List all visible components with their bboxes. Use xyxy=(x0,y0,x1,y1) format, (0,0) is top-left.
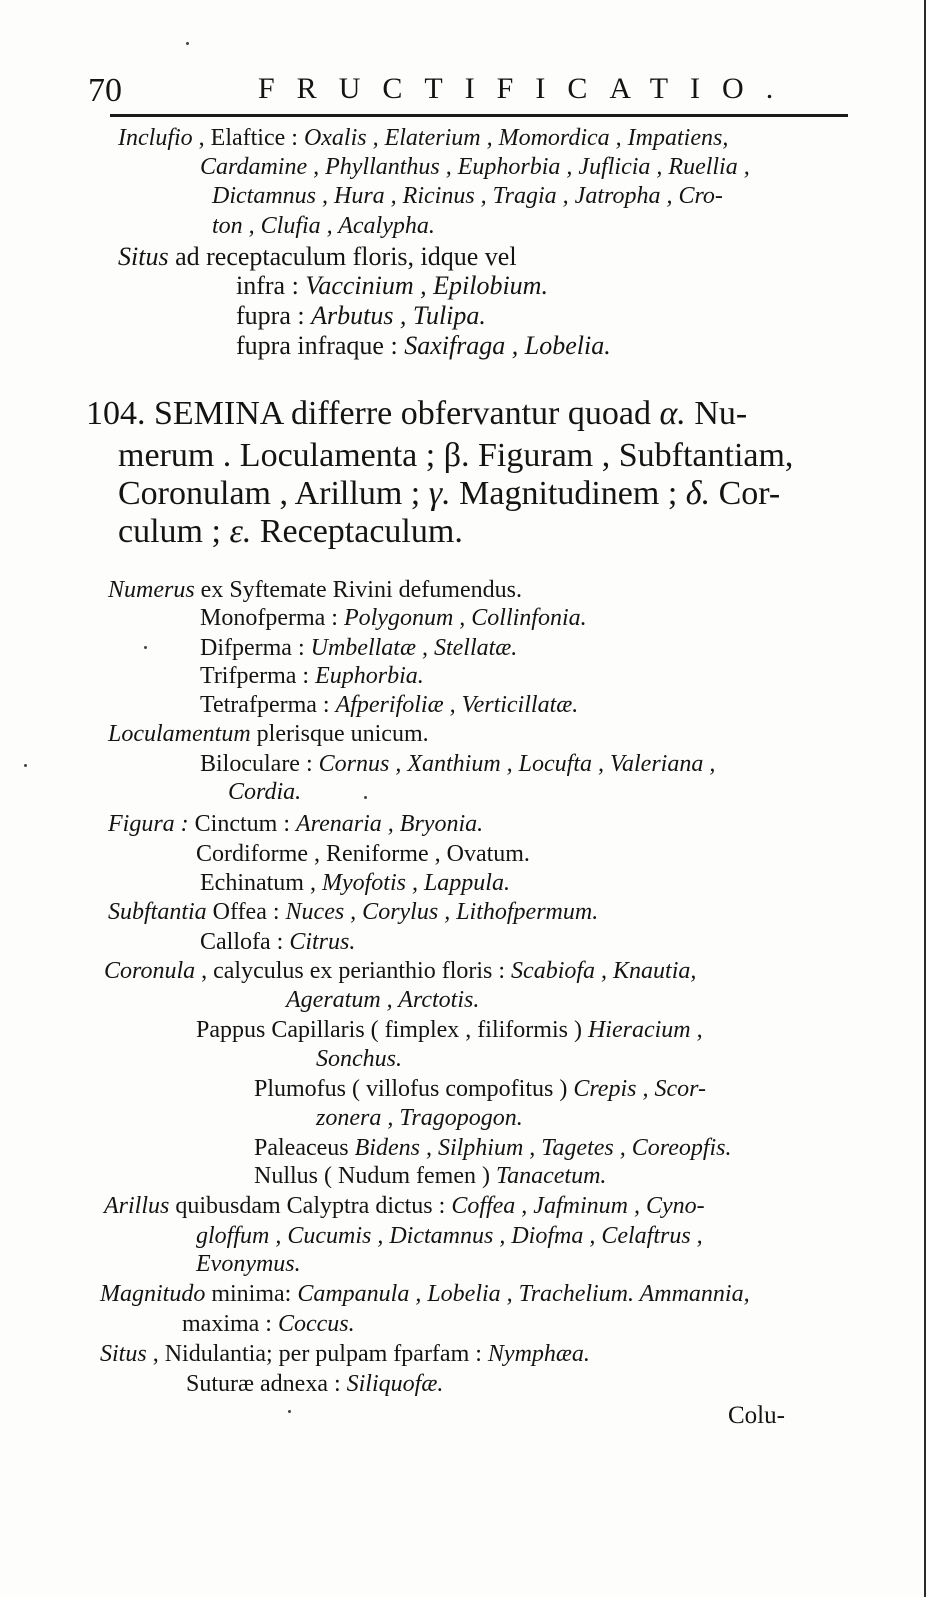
italic-segment: Coffea , Jafminum , Cyno- xyxy=(451,1193,705,1219)
text-line xyxy=(254,1075,706,1103)
italic-segment: α. xyxy=(659,395,686,432)
roman-segment: Magnitudinem ; xyxy=(450,475,686,512)
italic-segment: Sonchus. xyxy=(316,1046,402,1072)
text-line xyxy=(118,436,793,476)
italic-segment: Coronula xyxy=(104,958,196,984)
text-line xyxy=(182,1310,355,1338)
text-line xyxy=(108,576,522,604)
roman-segment: , Elaftice : xyxy=(192,125,304,151)
roman-segment: Nullus ( Nudum femen ) xyxy=(254,1163,496,1189)
text-line xyxy=(200,869,510,897)
roman-segment: Biloculare : xyxy=(200,751,319,777)
text-line xyxy=(100,1340,590,1368)
roman-segment: fupra : xyxy=(236,301,312,330)
italic-segment: ton , Clufia , Acalypha. xyxy=(212,213,435,239)
italic-segment: Loculamentum xyxy=(108,721,251,747)
italic-segment: Coccus. xyxy=(277,1311,355,1337)
text-line xyxy=(200,750,715,778)
text-line xyxy=(200,662,424,690)
text-line xyxy=(200,604,587,632)
italic-segment: Campanula , Lobelia , Trachelium. Ammannia, xyxy=(297,1281,750,1307)
page-number: 70 xyxy=(88,72,122,109)
italic-segment: gloffum , Cucumis , Dictamnus , Diofma , Celaftrus , xyxy=(196,1223,703,1249)
italic-segment: Saxifraga , Lobelia. xyxy=(404,331,611,360)
italic-segment: Hieracium , xyxy=(587,1017,703,1043)
text-line xyxy=(196,840,530,868)
text-line xyxy=(118,474,780,514)
text-line xyxy=(108,720,429,748)
italic-segment: Euphorbia. xyxy=(315,663,424,689)
ink-speck xyxy=(364,796,367,799)
italic-segment: Oxalis , Elaterium , Momordica , Impatiens, xyxy=(303,125,729,151)
roman-segment: Callofa : xyxy=(200,929,290,955)
text-line xyxy=(118,512,463,552)
roman-segment: Paleaceus xyxy=(254,1135,355,1161)
text-line xyxy=(254,1162,606,1190)
text-line xyxy=(196,1016,703,1044)
italic-segment: Citrus. xyxy=(289,929,356,955)
roman-segment: plerisque unicum. xyxy=(250,721,429,747)
text-line xyxy=(212,182,723,210)
roman-segment: Suturæ adnexa : xyxy=(186,1371,347,1397)
italic-segment: Situs xyxy=(118,242,169,271)
text-line xyxy=(200,634,517,662)
italic-segment: Siliquofæ. xyxy=(346,1371,444,1397)
roman-segment: Trifperma : xyxy=(200,663,316,689)
italic-segment: Cornus , Xanthium , Locufta , Valeriana , xyxy=(318,751,716,777)
italic-segment: Arillus xyxy=(104,1193,170,1219)
text-line xyxy=(236,272,548,300)
italic-segment: Umbellatæ , Stellatæ. xyxy=(310,635,518,661)
italic-segment: Situs xyxy=(100,1341,147,1367)
roman-segment: Plumofus ( villofus compofitus ) xyxy=(254,1076,574,1102)
italic-segment: Subftantia xyxy=(108,899,207,925)
italic-segment: zonera , Tragopogon. xyxy=(316,1105,523,1131)
roman-segment: , Nidulantia; per pulpam fparfam : xyxy=(146,1341,488,1367)
italic-segment: Ageratum , Arctotis. xyxy=(286,987,480,1013)
text-line xyxy=(108,810,483,838)
text-line xyxy=(200,153,750,181)
italic-segment: Afperifoliæ , Verticillatæ. xyxy=(335,692,579,718)
text-line xyxy=(228,778,301,806)
italic-segment: γ. xyxy=(428,475,451,512)
roman-segment: ex Syftemate Rivini defumendus. xyxy=(194,577,522,603)
text-line xyxy=(104,957,696,985)
text-line xyxy=(196,1222,703,1250)
ink-speck xyxy=(186,42,189,45)
text-line xyxy=(236,332,611,360)
roman-segment: minima: xyxy=(205,1281,298,1307)
ink-speck xyxy=(288,1410,291,1413)
text-line xyxy=(118,243,517,271)
roman-segment: 104. SEMINA differre obfervantur quoad xyxy=(86,395,660,432)
italic-segment: Bidens , Silphium , Tagetes , Coreopfis. xyxy=(354,1135,732,1161)
italic-segment: Myofotis , Lappula. xyxy=(321,870,510,896)
italic-segment: Magnitudo xyxy=(100,1281,206,1307)
italic-segment: Cordia. xyxy=(228,779,302,805)
text-line xyxy=(200,691,578,719)
text-line xyxy=(118,124,728,152)
text-line xyxy=(200,928,355,956)
italic-segment: δ. xyxy=(685,475,711,512)
italic-segment: Dictamnus , Hura , Ricinus , Tragia , Jatropha , Cro- xyxy=(212,183,723,209)
roman-segment: Tetrafperma : xyxy=(200,692,336,718)
roman-segment: Monofperma : xyxy=(200,605,344,631)
italic-segment: ε. xyxy=(229,513,252,550)
text-line xyxy=(286,986,479,1014)
italic-segment: Vaccinium , Epilobium. xyxy=(305,271,548,300)
ink-speck xyxy=(24,764,27,767)
roman-segment: infra : xyxy=(236,271,306,300)
text-line xyxy=(254,1134,732,1162)
roman-segment: Nu- xyxy=(685,395,748,432)
italic-segment: Cardamine , Phyllanthus , Euphorbia , Juflicia , Ruellia , xyxy=(200,154,750,180)
roman-segment: Cor- xyxy=(710,475,781,512)
text-line xyxy=(108,898,598,926)
text-line xyxy=(86,394,747,434)
text-line xyxy=(212,212,435,240)
roman-segment: maxima : xyxy=(182,1311,278,1337)
roman-segment: , calyculus ex perianthio floris : xyxy=(195,958,512,984)
running-head: FRUCTIFICATIO. xyxy=(258,72,796,105)
roman-segment: Pappus Capillaris ( fimplex , filiformis ) xyxy=(196,1017,588,1043)
text-line xyxy=(316,1045,402,1073)
page-header xyxy=(88,68,846,114)
roman-segment: quibusdam Calyptra dictus : xyxy=(169,1193,452,1219)
text-line xyxy=(104,1192,705,1220)
page-edge-shadow xyxy=(924,0,926,1597)
roman-segment: Offea : xyxy=(206,899,286,925)
catchword: Colu- xyxy=(728,1402,785,1429)
italic-segment: Crepis , Scor- xyxy=(573,1076,706,1102)
italic-segment: Tanacetum. xyxy=(495,1163,607,1189)
text-line xyxy=(236,302,486,330)
roman-segment: Cinctum : xyxy=(188,811,297,837)
roman-segment: ad receptaculum floris, idque vel xyxy=(168,242,517,271)
italic-segment: Scabiofa , Knautia, xyxy=(511,958,697,984)
roman-segment: Difperma : xyxy=(200,635,311,661)
italic-segment: Inclufio xyxy=(118,125,193,151)
header-rule xyxy=(110,114,848,117)
roman-segment: fupra infraque : xyxy=(236,331,405,360)
text-line xyxy=(316,1104,523,1132)
roman-segment: Cordiforme , Reniforme , Ovatum. xyxy=(196,841,530,867)
text-line xyxy=(196,1250,301,1278)
roman-segment: culum ; xyxy=(118,513,230,550)
text-line xyxy=(186,1370,443,1398)
italic-segment: Arenaria , Bryonia. xyxy=(296,811,484,837)
text-line xyxy=(100,1280,750,1308)
italic-segment: Figura : xyxy=(108,811,189,837)
roman-segment: merum . Loculamenta ; β. Figuram , Subftantiam, xyxy=(118,437,794,474)
roman-segment: Receptaculum. xyxy=(251,513,463,550)
roman-segment: Coronulam , Arillum ; xyxy=(118,475,429,512)
ink-speck xyxy=(144,646,147,649)
roman-segment: Echinatum , xyxy=(200,870,322,896)
italic-segment: Arbutus , Tulipa. xyxy=(311,301,486,330)
italic-segment: Polygonum , Collinfonia. xyxy=(343,605,587,631)
italic-segment: Evonymus. xyxy=(196,1251,301,1277)
italic-segment: Nymphæa. xyxy=(487,1341,590,1367)
italic-segment: Nuces , Corylus , Lithofpermum. xyxy=(285,899,599,925)
italic-segment: Numerus xyxy=(108,577,195,603)
